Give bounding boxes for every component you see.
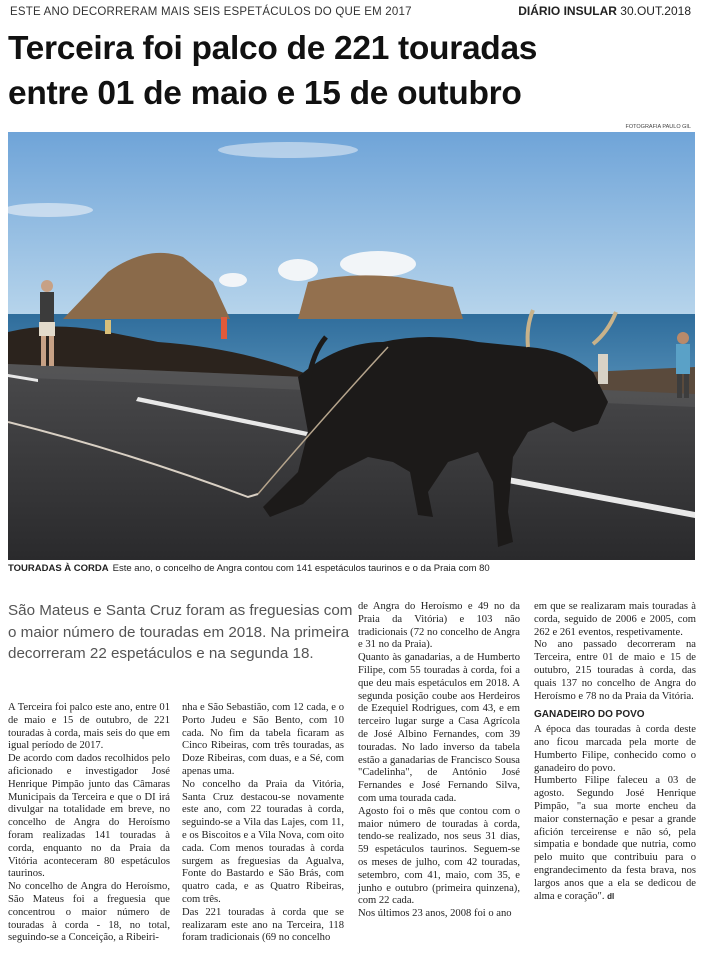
newspaper-masthead [518, 4, 691, 18]
caption-text: Este ano, o concelho de Angra contou com 141 espetáculos taurinos e o da Praia com 80 [112, 563, 490, 574]
article-column-1 [8, 702, 170, 945]
paragraph: A época das touradas à corda deste ano ficou marcada pela morte de Humberto Filipe, conhecido como o ganadeiro do povo. [534, 724, 696, 774]
paragraph: No concelho de Angra do Heroísmo, São Mateus foi a freguesia que concentrou o maior número de touradas à corda - 18, no total, seguindo-se a Conceição, a Ribeiri- [8, 881, 170, 944]
article-column-3 [358, 601, 520, 921]
caption-label: TOURADAS À CORDA [8, 563, 109, 574]
article-column-4 [534, 601, 696, 903]
paragraph: em que se realizaram mais touradas à corda, seguido de 2006 e 2005, com 262 e 261 eventos, respetivamente. [534, 601, 696, 638]
paragraph-text: Humberto Filipe faleceu a 03 de agosto. Segundo José Henrique Pimpão, "a sua morte encheu da maior consternação e pesar a grande afición terceirense e não só, pela simpatia e bondade que nutria, como pelo muito que contribuiu para o engrandecimento da festa brava, nos largos anos que a ela se dedicou de alma e coração". [534, 775, 696, 902]
newspaper-name: DIÁRIO INSULAR [518, 4, 617, 18]
paragraph: nha e São Sebastião, com 12 cada, e o Porto Judeu e São Bento, com 10 cada. No fim da tabela ficaram as Cinco Ribeiras, com três touradas, as Doze Ribeiras, com duas, e a Sé, com apenas uma. [182, 702, 344, 777]
paragraph: No ano passado decorreram na Terceira, entre 01 de maio e 15 de outubro, 215 touradas à corda, das quais 137 no concelho de Angra do Heroísmo e 78 no da Praia da Vitória. [534, 639, 696, 702]
article-column-2 [182, 702, 344, 945]
headline [8, 26, 698, 116]
lead-paragraph: São Mateus e Santa Cruz foram as freguesias com o maior número de touradas em 2018. Na primeira decorreram 22 espetáculos e na segunda 18. [8, 602, 353, 662]
headline-line-1: Terceira foi palco de 221 touradas [8, 30, 538, 67]
subheading: GANADEIRO DO POVO [534, 709, 645, 721]
paragraph: Nos últimos 23 anos, 2008 foi o ano [358, 908, 512, 920]
photo-credit: FOTOGRAFIA PAULO GIL [625, 124, 691, 130]
photo-caption [8, 563, 698, 574]
issue-date: 30.OUT.2018 [620, 4, 691, 18]
headline-line-2: entre 01 de maio e 15 de outubro [8, 75, 522, 112]
paragraph: De acordo com dados recolhidos pelo aficionado e investigador José Henrique Pimpão junto das Câmaras Municipais da Terceira e que o DI irá divulgar na totalidade em breve, no concelho de Angra do Heroísmo foram realizadas 141 touradas à corda, enquanto no da Praia da Vitória aconteceram 80 espetáculos taurinos. [8, 753, 170, 880]
paragraph: Das 221 touradas à corda que se realizaram este ano na Terceira, 118 foram tradicionais (69 no concelho [182, 906, 344, 944]
paragraph: de Angra do Heroísmo e 49 no da Praia da Vitória) e 103 não tradicionais (72 no concelho de Angra e 31 no da Praia). [358, 601, 520, 651]
paragraph: Quanto às ganadarias, a de Humberto Filipe, com 55 touradas à corda, foi a que deu mais espetáculos em 2018. A segunda posição coube aos Herdeiros de Ezequiel Rodrigues, com 43, e em terceiro lugar surge a Casa Agrícola de José Albino Fernandes, com 39 touradas. No lado inverso da tabela estão a ganadarias de Francisco Sousa "Cadelinha", de António José Fernandes e José Fernando Silva, com uma tourada cada. [358, 652, 520, 804]
paragraph [534, 775, 696, 903]
bull-photo [8, 132, 695, 560]
author-end-mark: dl [607, 891, 615, 901]
paragraph: No concelho da Praia da Vitória, Santa Cruz destacou-se novamente este ano, com 22 touradas à corda, seguindo-se a Vila das Lajes, com 11, e os Biscoitos e a Vila Nova, com oito cada. Com menos touradas à corda surgem as freguesias da Agualva, Fonte do Bastardo e São Brás, com quatro cada, e as Quatro Ribeiras, com três. [182, 778, 344, 905]
paragraph: A Terceira foi palco este ano, entre 01 de maio e 15 de outubro, de 221 touradas à corda, mais seis do que em igual período de 2017. [8, 702, 170, 752]
paragraph: Agosto foi o mês que contou com o maior número de touradas à corda, tendo-se realizado, nos seus 31 dias, 59 espetáculos taurinos. Seguem-se os meses de julho, com 42 touradas, setembro, com 41, maio, com 35, e junho e outubro (primeira quinzena), com 22 cada. [358, 805, 520, 907]
kicker: ESTE ANO DECORRERAM MAIS SEIS ESPETÁCULOS DO QUE EM 2017 [10, 6, 412, 18]
